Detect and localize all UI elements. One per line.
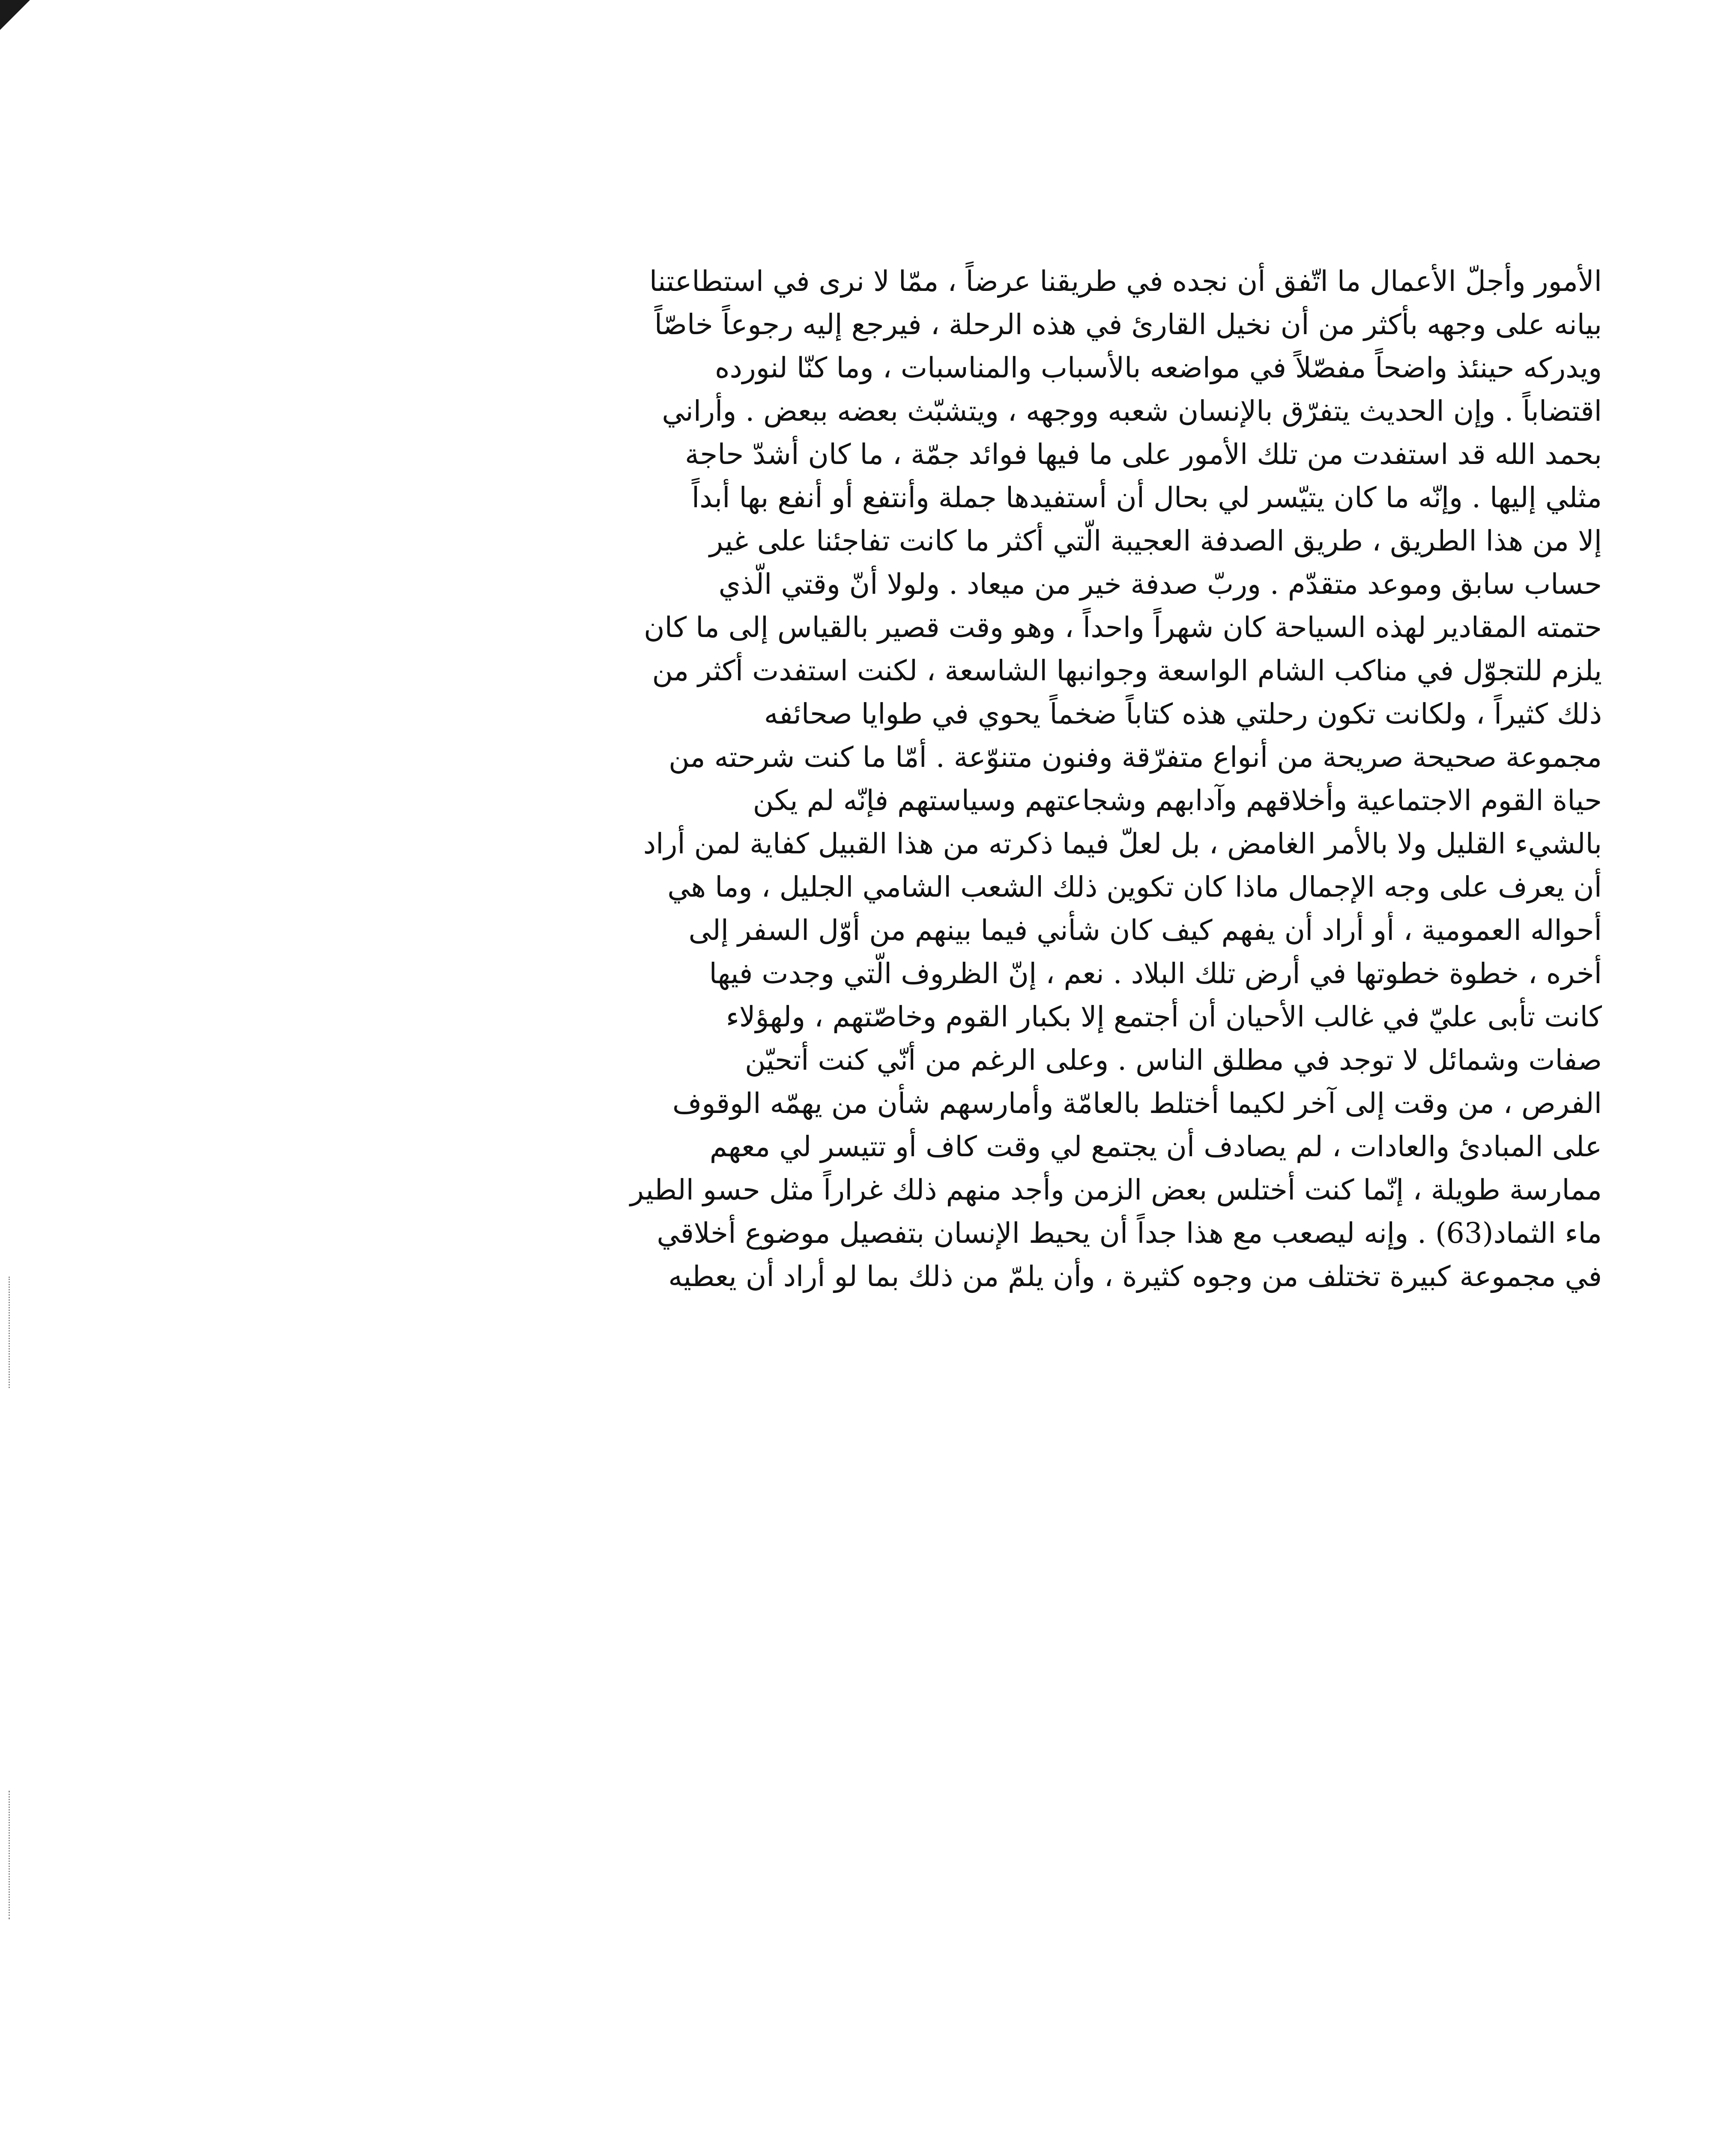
body-line: بيانه على وجهه بأكثر من أن نخيل القارئ في هذه الرحلة ، فيرجع إليه رجوعاً خاصّاً [654, 308, 1602, 341]
scan-corner-mark [0, 0, 30, 30]
body-line: حياة القوم الاجتماعية وأخلاقهم وآدابهم وشجاعتهم وسياستهم فإنّه لم يكن [753, 784, 1602, 817]
body-text [326, 260, 1602, 1298]
body-line: الفرص ، من وقت إلى آخر لكيما أختلط بالعامّة وأمارسهم شأن من يهمّه الوقوف [672, 1087, 1602, 1120]
body-line: كانت تأبى عليّ في غالب الأحيان أن أجتمع إلا بكبار القوم وخاصّتهم ، ولهؤلاء [726, 1000, 1602, 1033]
body-line: مثلي إليها . وإنّه ما كان يتيّسر لي بحال أن أستفيدها جملة وأنتفع أو أنفع بها أبداً [691, 481, 1602, 514]
body-line: إلا من هذا الطريق ، طريق الصدفة العجيبة الّتي أكثر ما كانت تفاجئنا على غير [709, 524, 1602, 557]
body-line: صفات وشمائل لا توجد في مطلق الناس . وعلى الرغم من أنّي كنت أتحيّن [744, 1044, 1602, 1077]
body-line: ممارسة طويلة ، إنّما كنت أختلس بعض الزمن وأجد منهم ذلك غراراً مثل حسو الطير [630, 1173, 1602, 1206]
body-line: ويدركه حينئذ واضحاً مفصّلاً في مواضعه بالأسباب والمناسبات ، وما كنّا لنورده [714, 351, 1602, 384]
body-line: أحواله العمومية ، أو أراد أن يفهم كيف كان شأني فيما بينهم من أوّل السفر إلى [688, 914, 1602, 947]
body-line: بحمد الله قد استفدت من تلك الأمور على ما فيها فوائد جمّة ، ما كان أشدّ حاجة [685, 438, 1602, 471]
body-line: على المبادئ والعادات ، لم يصادف أن يجتمع لي وقت كاف أو تتيسر لي معهم [709, 1130, 1602, 1163]
scan-edge-speck [9, 1791, 14, 1919]
body-line: اقتضاباً . وإن الحديث يتفرّق بالإنسان شعبه ووجهه ، ويتشبّث بعضه ببعض . وأراني [662, 395, 1602, 428]
body-line: أخره ، خطوة خطوتها في أرض تلك البلاد . نعم ، إنّ الظروف الّتي وجدت فيها [709, 957, 1602, 990]
body-line: في مجموعة كبيرة تختلف من وجوه كثيرة ، وأن يلمّ من ذلك بما لو أراد أن يعطيه [668, 1260, 1602, 1293]
scan-edge-speck [9, 1277, 14, 1388]
body-line: أن يعرف على وجه الإجمال ماذا كان تكوين ذلك الشعب الشامي الجليل ، وما هي [667, 871, 1602, 903]
body-line: حتمته المقادير لهذه السياحة كان شهراً واحداً ، وهو وقت قصير بالقياس إلى ما كان [644, 611, 1602, 644]
body-line: بالشيء القليل ولا بالأمر الغامض ، بل لعلّ فيما ذكرته من هذا القبيل كفاية لمن أراد [643, 827, 1602, 860]
body-line: الأمور وأجلّ الأعمال ما اتّفق أن نجده في طريقنا عرضاً ، ممّا لا نرى في استطاعتنا [649, 265, 1602, 298]
body-line: يلزم للتجوّل في مناكب الشام الواسعة وجوانبها الشاسعة ، لكنت استفدت أكثر من [652, 654, 1602, 687]
body-line: مجموعة صحيحة صريحة من أنواع متفرّقة وفنون متنوّعة . أمّا ما كنت شرحته من [669, 741, 1602, 774]
body-line: ذلك كثيراً ، ولكانت تكون رحلتي هذه كتاباً ضخماً يحوي في طوايا صحائفه [764, 697, 1602, 730]
body-line: ماء الثماد(63) . وإنه ليصعب مع هذا جداً أن يحيط الإنسان بتفصيل موضوع أخلاقي [657, 1217, 1602, 1250]
body-line: حساب سابق وموعد متقدّم . وربّ صدفة خير من ميعاد . ولولا أنّ وقتي الّذي [718, 568, 1602, 601]
